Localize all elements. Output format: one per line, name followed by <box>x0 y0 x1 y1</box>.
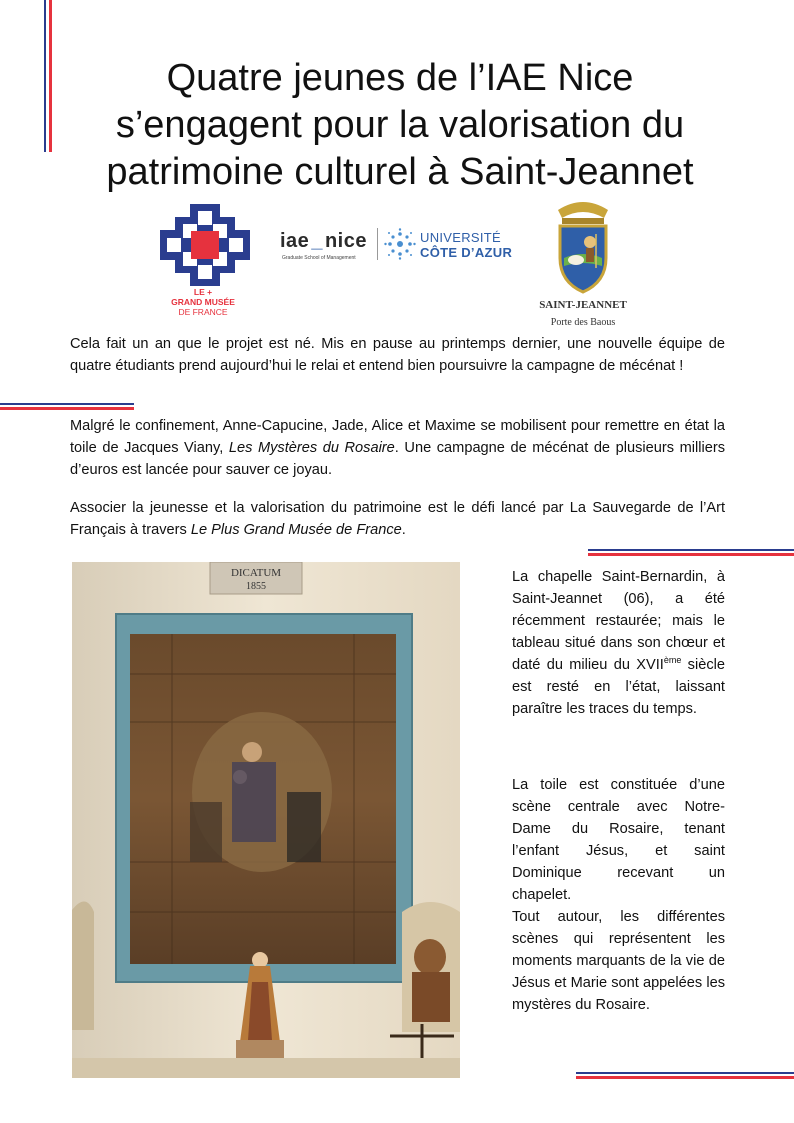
intro-paragraph-2: Malgré le confinement, Anne-Capucine, Jade, Alice et Maxime se mobilisent pour remettre en état la toile de Jacques Viany, Les Mystères du Rosaire. Une campagne de mécénat de plusieurs milliers d’euros est lancée pour sauver ce joyau. <box>70 418 725 478</box>
title-line-2: s’engagent pour la valorisation du <box>115 104 685 146</box>
sidebar-paragraph-1: La chapelle Saint-Bernardin, à Saint-Jeannet (06), a été récemment restaurée; mais le tableau situé dans son chœur et daté du milieu du XVIIème siècle est resté en l’état, laissant paraître les traces du temps. <box>512 569 725 717</box>
grand-musee-label: LE + GRAND MUSÉE DE FRANCE <box>171 287 235 317</box>
saint-jeannet-motto: Porte des Baous <box>550 317 616 328</box>
iae-nice-wordmark: iae _ nice <box>280 230 367 252</box>
title-line-3: patrimoine culturel à Saint-Jeannet <box>106 151 694 193</box>
iae-subtitle: Graduate School of Management <box>282 255 356 261</box>
universite-dots-icon <box>384 228 416 260</box>
title-line-1: Quatre jeunes de l’IAE Nice <box>166 57 634 99</box>
plaque-year: 1855 <box>246 581 266 592</box>
tricolor-divider-bottom <box>576 1072 794 1080</box>
iae-universite-logo <box>280 222 520 268</box>
grand-musee-logo-icon <box>160 204 250 286</box>
tricolor-divider-right <box>588 549 794 557</box>
saint-jeannet-coat-of-arms-icon <box>552 196 614 296</box>
painting-title: Les Mystères du Rosaire <box>228 440 395 456</box>
chapel-painting-photo <box>72 562 460 1078</box>
intro-paragraph-3: Associer la jeunesse et la valorisation du patrimoine est le défi lancé par La Sauvegarde de l’Art Français à travers Le Plus Grand Musée de France. <box>70 500 725 538</box>
sidebar-paragraph-2: La toile est constituée d’une scène centrale avec Notre-Dame du Rosaire, tenant l’enfant Jésus, et saint Dominique recevant un chapelet. <box>512 777 725 903</box>
musee-program-title: Le Plus Grand Musée de France <box>190 522 402 538</box>
plaque-inscription: DICATUM <box>230 567 282 579</box>
page-title <box>60 55 740 196</box>
saint-jeannet-name: SAINT-JEANNET <box>539 299 627 311</box>
tricolor-divider-left <box>0 403 134 411</box>
sidebar-paragraph-3: Tout autour, les différentes scènes qui représentent les moments marquants de la vie de Jésus et Marie sont appelées les mystères du Rosaire. <box>512 909 725 1013</box>
tricolor-vertical-stripes <box>44 0 56 152</box>
logo-divider <box>377 228 378 260</box>
intro-paragraph-1: Cela fait un an que le projet est né. Mis en pause au printemps dernier, une nouvelle équipe de quatre étudiants prend aujourd’hui le relai et entend bien poursuivre la campagne de mécénat ! <box>70 336 725 374</box>
universite-wordmark: UNIVERSITÉ CÔTE D’AZUR <box>420 230 513 260</box>
